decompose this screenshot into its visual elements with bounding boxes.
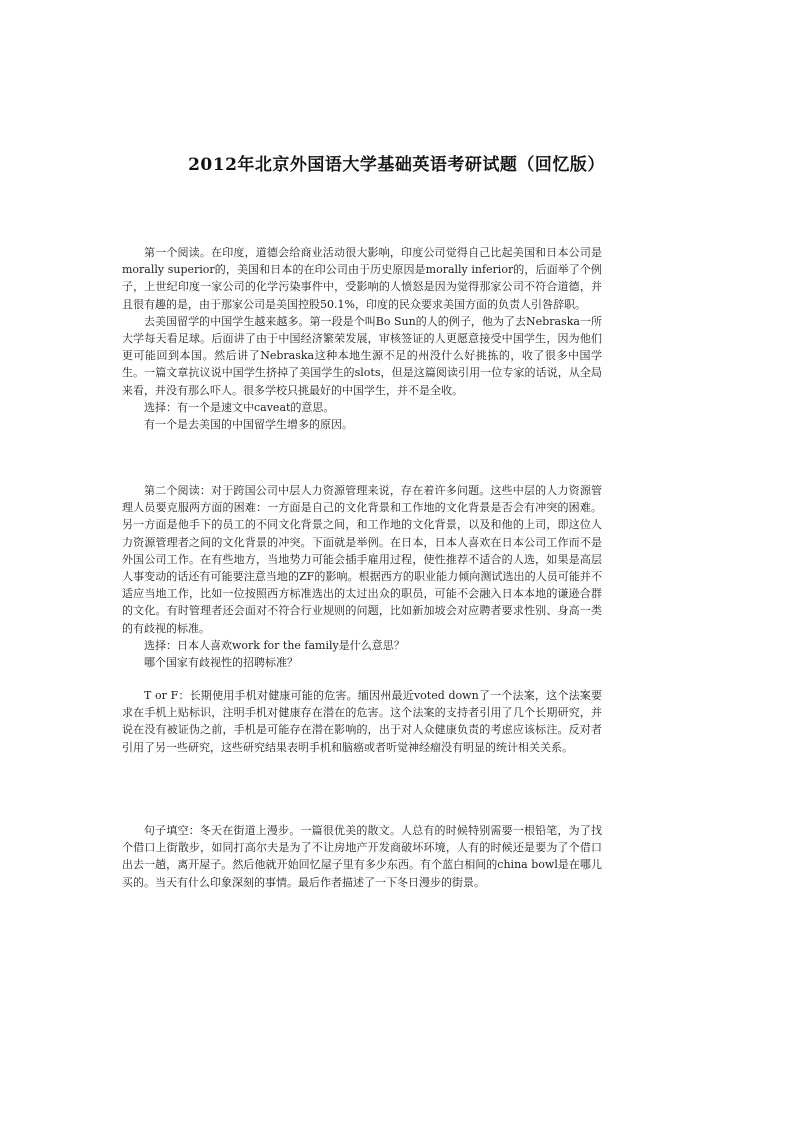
question-line: 哪个国家有歧视性的招聘标准？ <box>144 656 298 670</box>
reading-two-section <box>122 482 602 671</box>
question-line: 有一个是去美国的中国留学生增多的原因。 <box>144 418 353 432</box>
question-line: 选择：日本人喜欢work for the family是什么意思？ <box>144 638 405 652</box>
sentence-fill-section <box>122 822 602 891</box>
paragraph: T or F：长期使用手机对健康可能的危害。缅因州最近voted down了一个法案，这个法案要求在手机上贴标识，注明手机对健康存在潜在的危害。这个法案的支持者引用了几个长期研究，并说在没有被证伪之前，手机是可能存在潜在影响的，出于对人众健康负责的考虑应该标注。反对者引用了另一些研究，这些研究结果表明手机和脑癌或者听觉神经瘤没有明显的统计相关关系。 <box>122 689 602 754</box>
question-line: 选择：有一个是速文中caveat的意思。 <box>144 400 335 414</box>
paragraph: 句子填空：冬天在街道上漫步。一篇很优美的散文。人总有的时候特别需要一根铅笔，为了找个借口上街散步，如同打高尔夫是为了不让房地产开发商破坏环境，人有的时候还是要为了个借口出去一趟，离开屋子。然后他就开始回忆屋子里有多少东西。有个蓝白相间的china bowl是在哪儿买的。当天有什么印象深刻的事情。最后作者描述了一下冬日漫步的街景。 <box>122 824 602 889</box>
paragraph: 第二个阅读：对于跨国公司中层人力资源管理来说，存在着许多问题。这些中层的人力资源管理人员要克服两方面的困难：一方面是自己的文化背景和工作地的文化背景是否会有冲突的困难。另一方面是他手下的员工的不同文化背景之间，和工作地的文化背景，以及和他的上司，即这位人力资源管理者之间的文化背景的冲突。下面就是举例。在日本，日本人喜欢在日本公司工作而不是外国公司工作。在有些地方，当地势力可能会插手雇用过程，使性推荐不适合的人选，如果是高层人事变动的话还有可能要注意当地的ZF的影响。根据西方的职业能力倾向测试选出的人员可能并不适应当地工作，比如一位按照西方标准选出的太过出众的职员，可能不会融入日本本地的谦逊合群的文化。有时管理者还会面对不符合行业规则的问题，比如新加坡会对应聘者要求性别、身高一类的有歧视的标准。 <box>122 484 602 635</box>
paragraph: 去美国留学的中国学生越来越多。第一段是个叫Bo Sun的人的例子，他为了去Nebraska一所大学每天看足球。后面讲了由于中国经济繁荣发展，审核签证的人更愿意接受中国学生，因为他们更可能回到本国。然后讲了Nebraska这种本地生源不足的州没什么好挑拣的，收了很多中国学生。一篇文章抗议说中国学生挤掉了美国学生的slots，但是这篇阅读引用一位专家的话说，从全局来看，并没有那么吓人。很多学校只挑最好的中国学生，并不是全收。 <box>122 314 602 397</box>
reading-one-section <box>122 244 602 433</box>
true-false-section <box>122 687 602 756</box>
paragraph: 第一个阅读。在印度，道德会给商业活动很大影响，印度公司觉得自己比起美国和日本公司是morally superior的，美国和日本的在印公司由于历史原因是morally inferior的，后面举了个例子，上世纪印度一家公司的化学污染事件中，受影响的人愤怒是因为觉得那家公司不符合道德，并且很有趣的是，由于那家公司是美国控股50.1%，印度的民众要求美国方面的负责人引咎辞职。 <box>122 246 602 311</box>
page-title: 2012年北京外国语大学基础英语考研试题（回忆版） <box>188 155 605 175</box>
